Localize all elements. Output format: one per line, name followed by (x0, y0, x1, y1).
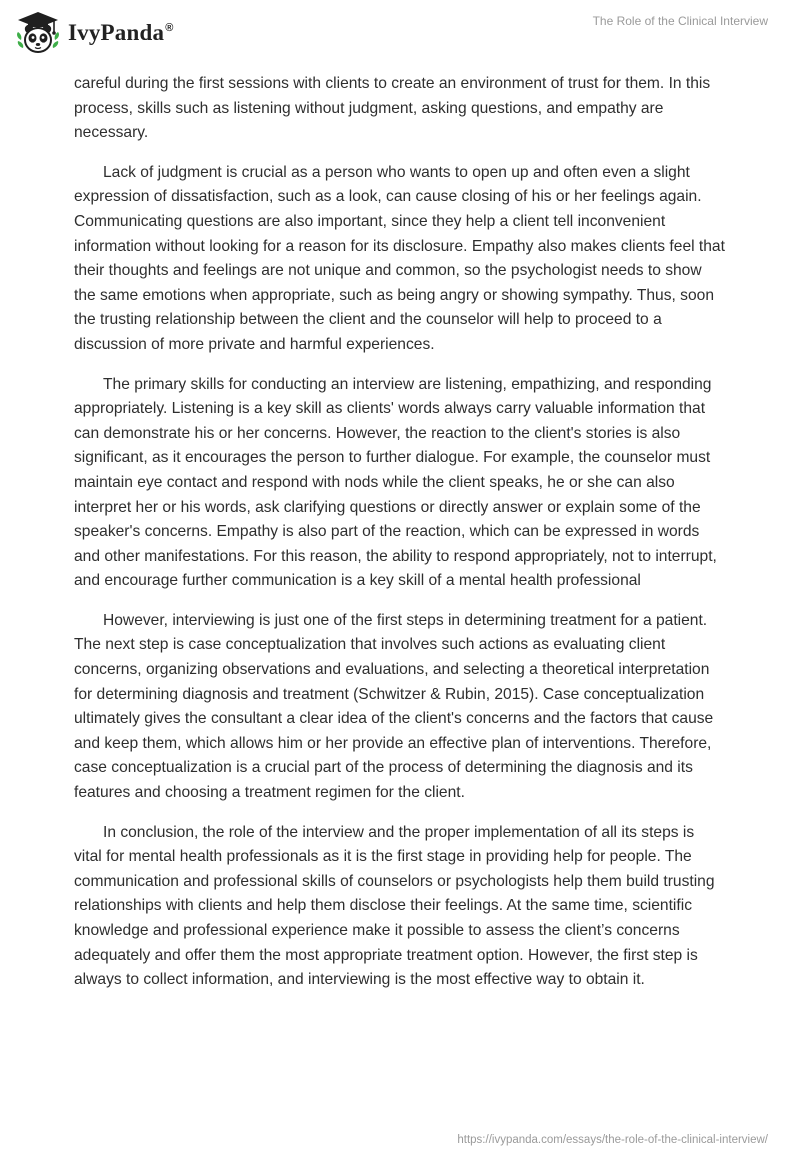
panda-graduate-logo-icon (14, 10, 62, 56)
document-title: The Role of the Clinical Interview (592, 14, 768, 28)
essay-body (74, 72, 726, 1008)
paragraph: Lack of judgment is crucial as a person who wants to open up and often even a slight expression of dissatisfaction, such as a look, can cause closing of his or her feelings again. Communicating questions are also important, since they help a client tell inconvenient information without looking for a reason for its disclosure. Empathy also makes clients feel that their thoughts and feelings are not unique and common, so the psychologist needs to show the same emotions when appropriate, such as being angry or showing sympathy. Thus, soon the trusting relationship between the client and the counselor will help to proceed to a discussion of more private and harmful experiences. (74, 163, 725, 353)
paragraph: However, interviewing is just one of the first steps in determining treatment for a patient. The next step is case conceptualization that involves such actions as evaluating client concerns, organizing observations and evaluations, and selecting a theoretical interpretation for determining diagnosis and treatment (Schwitzer & Rubin, 2015). Case conceptualization ultimately gives the consultant a clear idea of the client's concerns and the factors that cause and keep them, which allows him or her provide an effective plan of interventions. Therefore, case conceptualization is a crucial part of the process of determining the diagnosis and its features and choosing a treatment regimen for the client. (74, 611, 714, 802)
ivypanda-logo[interactable] (14, 10, 174, 56)
registered-mark: ® (165, 22, 174, 35)
paragraph-continuation: careful during the first sessions with clients to create an environment of trust for them. In this process, skills such as listening without judgment, asking questions, and empathy are necessary. (74, 75, 711, 142)
source-url: https://ivypanda.com/essays/the-role-of-the-clinical-interview/ (457, 1134, 768, 1146)
brand-name (68, 20, 174, 46)
page-header (0, 0, 800, 70)
brand-label: IvyPanda (68, 20, 165, 45)
paragraph: In conclusion, the role of the interview and the proper implementation of all its steps is vital for mental health professionals as it is the first stage in providing help for people. The communication and professional skills of counselors or psychologists help them build trusting relationships with clients and help them disclose their feelings. At the same time, scientific knowledge and professional experience make it possible to assess the client’s concerns adequately and offer them the most appropriate treatment option. However, the first step is always to collect information, and interviewing is the most effective way to obtain it. (74, 823, 715, 989)
paragraph: The primary skills for conducting an interview are listening, empathizing, and responding appropriately. Listening is a key skill as clients' words always carry valuable information that can demonstrate his or her concerns. However, the reaction to the client's stories is also significant, as it encourages the person to further dialogue. For example, the counselor must maintain eye contact and respond with nods while the client speaks, he or she can also interpret her or his words, ask clarifying questions or directly answer or explain some of the speaker's concerns. Empathy is also part of the reaction, which can be expressed in words and other manifestations. For this reason, the ability to respond appropriately, not to interrupt, and encourage further communication is a key skill of a mental health professional (74, 375, 717, 590)
